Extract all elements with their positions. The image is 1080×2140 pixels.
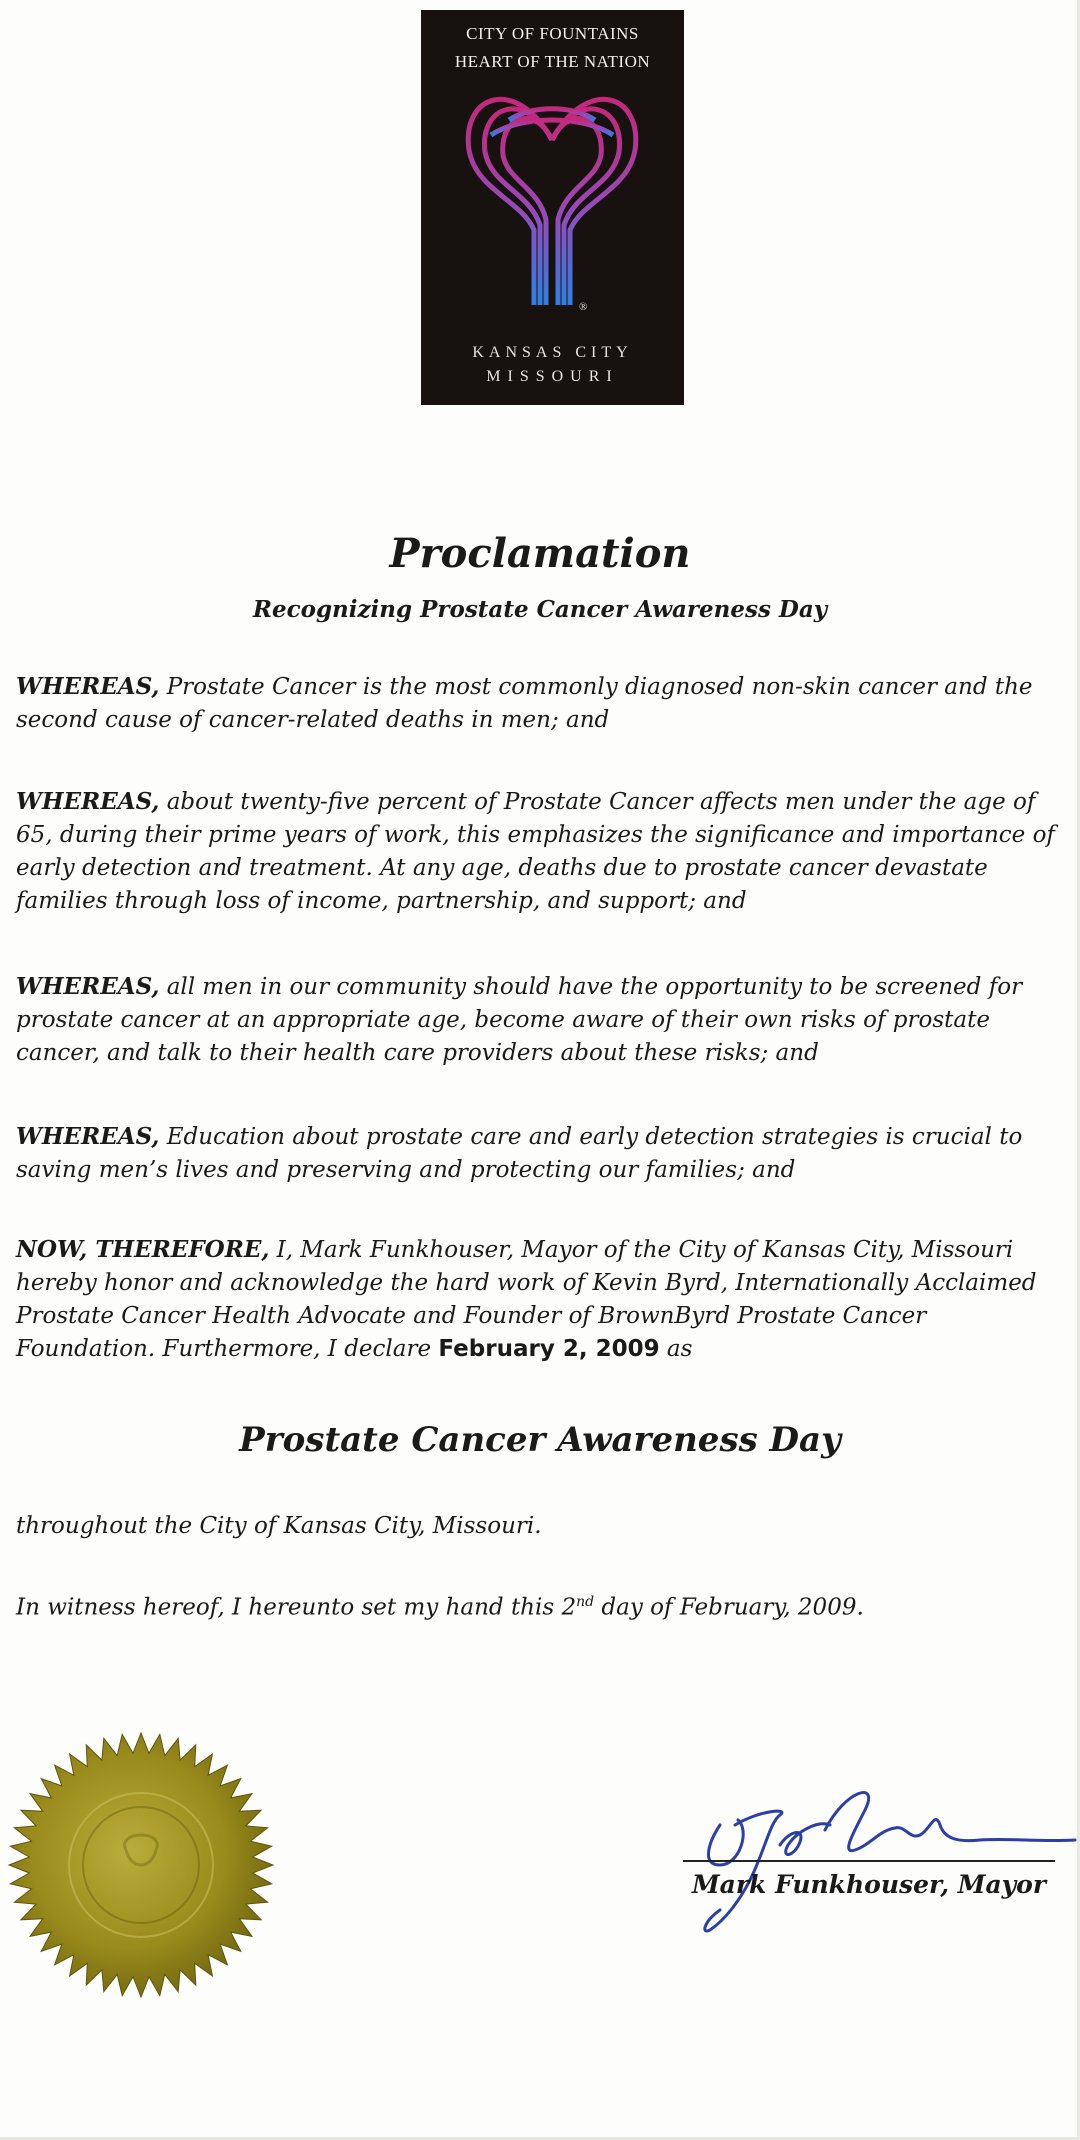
witness-line	[16, 1586, 1056, 1625]
witness-text-end: day of February, 2009.	[594, 1594, 864, 1621]
paragraph-lead: WHEREAS,	[16, 1123, 160, 1150]
paragraph-lead: WHEREAS,	[16, 788, 160, 815]
paragraph-lead: WHEREAS,	[16, 973, 160, 1000]
logo-line-1: CITY OF FOUNTAINS	[466, 24, 639, 43]
fountain-heart-icon	[421, 80, 684, 330]
ordinal-suffix: nd	[576, 1594, 595, 1610]
whereas-paragraph-3	[16, 970, 1056, 1070]
registered-mark: ®	[579, 301, 588, 313]
therefore-paragraph	[16, 1233, 1056, 1366]
paragraph-text: Prostate Cancer is the most commonly diagnosed non-skin cancer and the second cause of cancer-related deaths in men; and	[16, 674, 1033, 733]
signature-line	[683, 1860, 1055, 1862]
page-title: Proclamation	[389, 530, 691, 577]
paragraph-text: Education about prostate care and early detection strategies is crucial to saving men’s lives and preserving and protecting our families; and	[16, 1124, 1023, 1183]
awareness-day-heading: Prostate Cancer Awareness Day	[239, 1420, 841, 1460]
logo-line-2: HEART OF THE NATION	[454, 52, 651, 71]
logo-line-4: MISSOURI	[486, 368, 619, 385]
signer-name: Mark Funkhouser, Mayor	[691, 1870, 1047, 1899]
paragraph-text: all men in our community should have the opportunity to be screened for prostate cancer at an appropriate age, become aware of their own risks of prostate cancer, and talk to their health care providers about these risks; and	[16, 974, 1023, 1066]
paragraph-tail: as	[659, 1336, 693, 1362]
page-subtitle: Recognizing Prostate Cancer Awareness Day	[252, 596, 828, 623]
witness-text: In witness hereof, I hereunto set my hand this 2	[16, 1594, 577, 1621]
paragraph-lead: NOW, THEREFORE,	[16, 1236, 270, 1263]
paragraph-text: I, Mark Funkhouser, Mayor of the City of Kansas City, Missouri hereby honor and acknowledge the hard work of Kevin Byrd, Internationally Acclaimed Prostate Cancer Health Advocate and Founder of BrownByrd Prostate Cancer Foundation. Furthermore, I declare	[16, 1237, 1037, 1362]
city-seal-icon	[6, 1730, 276, 2000]
mayor-signature	[680, 1770, 1080, 1940]
whereas-paragraph-2	[16, 785, 1056, 918]
paragraph-lead: WHEREAS,	[16, 673, 160, 700]
jurisdiction-line: throughout the City of Kansas City, Missouri.	[16, 1513, 542, 1539]
paragraph-text: about twenty-five percent of Prostate Cancer affects men under the age of 65, during their prime years of work, this emphasizes the significance and importance of early detection and treatment. At any age, deaths due to prostate cancer devastate families through loss of income, partnership, and support; and	[16, 789, 1055, 914]
whereas-paragraph-4	[16, 1120, 1056, 1187]
kansas-city-logo	[421, 10, 684, 405]
whereas-paragraph-1	[16, 670, 1056, 737]
declared-date: February 2, 2009	[438, 1336, 660, 1362]
logo-line-3: KANSAS CITY	[472, 344, 633, 361]
